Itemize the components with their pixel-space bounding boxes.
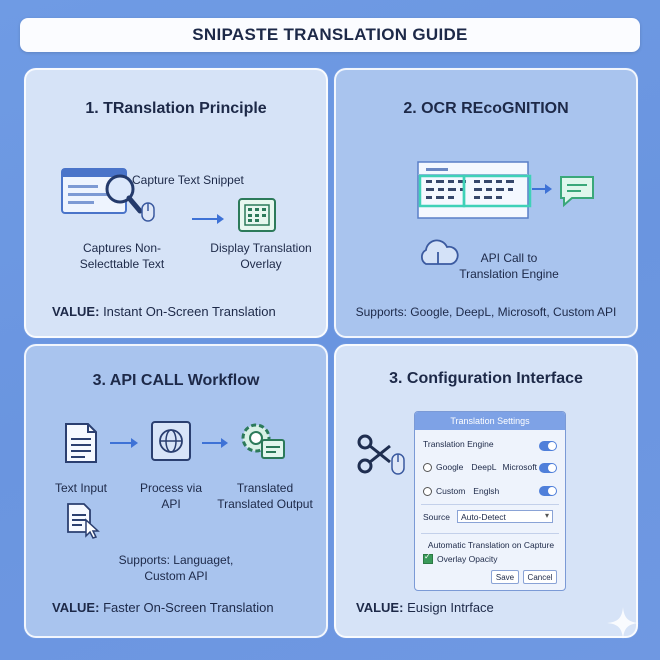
- process-label: Process via API: [139, 481, 203, 511]
- gear-output-icon: [236, 418, 288, 466]
- opt-microsoft: Microsoft: [502, 462, 537, 472]
- page-title: SNIPASTE TRANSLATION GUIDE: [20, 18, 640, 52]
- value-text: Eusign Intrface: [407, 600, 494, 615]
- cancel-button[interactable]: Cancel: [523, 570, 557, 584]
- capture-label: Capture Text Snippet: [132, 173, 244, 187]
- divider: [421, 533, 559, 534]
- settings-title: Translation Settings: [415, 412, 565, 430]
- value-prefix: VALUE:: [356, 600, 404, 615]
- value-prefix: VALUE:: [52, 304, 100, 319]
- value-line: [52, 304, 276, 319]
- source-value: Auto-Detect: [461, 511, 506, 522]
- panel-translation-principle: [24, 68, 328, 338]
- source-select[interactable]: [457, 510, 553, 523]
- chat-bubble-icon: [558, 174, 596, 208]
- custom-toggle[interactable]: [539, 486, 557, 496]
- auto-row: [423, 540, 559, 550]
- save-button[interactable]: Save: [491, 570, 519, 584]
- opt-custom: Custom: [436, 486, 466, 496]
- arrow: [532, 188, 550, 190]
- value-text: Instant On-Screen Translation: [103, 304, 276, 319]
- arrow: [202, 442, 226, 444]
- overlay-chip-icon: [238, 198, 276, 232]
- source-label: Source: [423, 512, 450, 522]
- opt-google: Google: [436, 462, 464, 472]
- cursor-document-icon: [66, 502, 102, 540]
- supports-label: Supports: Languaget, Custom API: [118, 553, 234, 583]
- panel-heading: 3. API CALL Workflow: [92, 372, 260, 389]
- api-call-label: API Call to Translation Engine: [459, 251, 559, 281]
- text-input-label: Text Input: [54, 481, 108, 495]
- display-label: Display Translation Overlay: [210, 241, 312, 271]
- value-prefix: VALUE:: [52, 600, 100, 615]
- scissors-icon: [356, 432, 408, 478]
- arrow: [110, 442, 136, 444]
- radio-google[interactable]: [423, 463, 432, 472]
- arrow: [192, 218, 222, 220]
- supports-label: Supports: Google, DeepL, Microsoft, Custom API: [355, 305, 617, 319]
- panel-heading: 3. Configuration Interface: [389, 370, 583, 387]
- panel-heading: 1. TRanslation Principle: [85, 100, 267, 117]
- options-toggle[interactable]: [539, 463, 557, 473]
- engine-label: Translation Engine: [423, 439, 494, 449]
- globe-icon: [150, 420, 192, 462]
- panel-ocr-recognition: [334, 68, 638, 338]
- opacity-row: [423, 554, 559, 564]
- opacity-checkbox[interactable]: [423, 554, 433, 564]
- translated-label: Translated Translated Output: [217, 481, 313, 511]
- value-text: Faster On-Screen Translation: [103, 600, 274, 615]
- ocr-document-icon: [416, 160, 536, 222]
- captures-label: Captures Non-Selecttable Text: [79, 241, 165, 271]
- sparkle-icon: [606, 606, 640, 640]
- divider: [421, 504, 559, 505]
- opt-english: Englsh: [473, 486, 500, 496]
- panel-api-workflow: [24, 344, 328, 638]
- document-icon: [64, 422, 98, 464]
- panel-heading: 2. OCR REcoGNITION: [403, 100, 569, 117]
- opacity-label: Overlay Opacity: [437, 554, 498, 564]
- engine-toggle[interactable]: [539, 441, 557, 451]
- settings-window: [414, 411, 566, 591]
- value-line: [52, 600, 274, 615]
- opt-deepl: DeepL: [471, 462, 497, 472]
- value-line: [356, 600, 494, 615]
- radio-custom[interactable]: [423, 487, 432, 496]
- auto-label: Automatic Translation on Capture: [427, 540, 555, 550]
